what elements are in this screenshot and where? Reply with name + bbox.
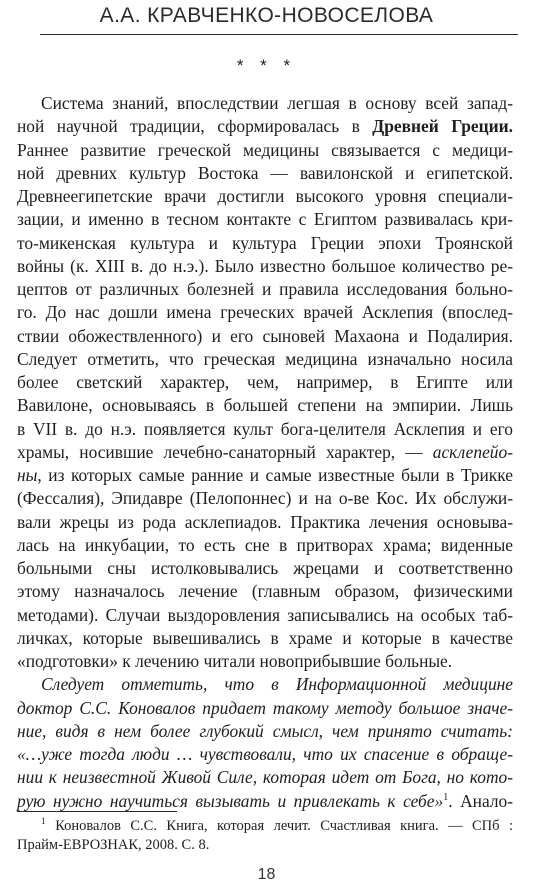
quote-line: Следует отметить, что в Информационной медицине: [41, 674, 513, 695]
quote-line: «…уже тогда люди … чувствовали, что их спасение в обраще-: [17, 744, 513, 764]
section-separator: * * *: [236, 56, 297, 75]
text-line: ствии обожествленного) и его сыновей Махаона и Подалирия.: [17, 325, 513, 346]
text-line: ны, из которых самые ранние и самые известные были в Трикке: [17, 465, 513, 485]
body-text: [17, 92, 513, 813]
quote-line: нии к неизвестной Живой Силе, которая идет от Бога, но кото-: [17, 767, 513, 788]
text-line: методами). Случаи выздоровления записывались на особых таб-: [17, 604, 513, 625]
text-line: лась на инкубации, то есть сне в притворах храма; виденные: [17, 534, 513, 555]
text-line: (Фессалия), Эпидавре (Пелопоннес) и на о-ве Кос. Их обслужи-: [17, 488, 513, 509]
text-line: личках, которые вывешивались в храме и которые в качестве: [17, 627, 513, 648]
text-line: Следует отметить, что греческая медицина изначально носила: [17, 348, 513, 369]
quote-line: рую нужно научиться вызывать и привлекать к себе»$^1$. Анало-: [17, 790, 513, 811]
text-line: более светский характер, чем, например, в Египте или: [17, 372, 513, 392]
footnote-rule: [17, 811, 177, 812]
text-line: цептов от различных болезней и правила исследования больно-: [17, 279, 513, 299]
page-number: 18: [257, 866, 276, 883]
italic-term: ны: [17, 465, 38, 485]
footnote-line: $^1$ Коновалов С.С. Книга, которая лечит. Счастливая книга. — СПб :: [41, 817, 513, 834]
text-line: вали жрецы из рода асклепиадов. Практика лечения основыва-: [17, 511, 513, 532]
text-line: зации, и именно в тесном контакте с Египтом развивалась кри-: [17, 209, 513, 230]
quote-line: доктор С.С. Коновалов придает такому методу большое значе-: [17, 697, 513, 718]
text-line: «подготовки» к лечению читали новоприбывшие больные.: [17, 651, 453, 671]
text-line: в VII в. до н.э. появляется культ бога-целителя Асклепия и его: [17, 418, 513, 439]
text-line: больными сны истолковывались жрецами и соответственно: [17, 558, 513, 578]
text-line: Система знаний, впоследствии легшая в основу всей запад-: [41, 93, 513, 113]
footnote-line: Прайм-ЕВРОЗНАК, 2008. С. 8.: [17, 837, 210, 853]
footnote: [17, 817, 513, 855]
text-line: то-микенская культура и культура Греции эпохи Троянской: [17, 232, 513, 253]
footnote-number: 1: [41, 817, 46, 828]
running-header: А.А. КРАВЧЕНКО-НОВОСЕЛОВА: [99, 4, 434, 27]
text-line: Вавилоне, основываясь в большей степени на эмпирии. Лишь: [17, 395, 513, 416]
text-line: этому назначалось лечение (главным образом, физическими: [17, 581, 513, 602]
quote-line: ние, видя в нем более глубокий смысл, чем принято считать:: [17, 720, 513, 741]
text-line: го. До нас дошли имена греческих врачей Асклепия (впослед-: [17, 302, 513, 323]
footnote-reference[interactable]: 1: [443, 791, 449, 803]
header-rule: [40, 34, 518, 35]
text-line: Раннее развитие греческой медицины связывается с медици-: [17, 139, 513, 160]
italic-term: асклепейо-: [432, 441, 513, 462]
text-line: Древнеегипетские врачи достигли высокого уровня специали-: [17, 186, 513, 206]
bold-phrase: Древней Греции.: [372, 116, 513, 137]
text-line: храмы, носившие лечебно-санаторный характер, — асклепейо-: [17, 441, 513, 462]
text-line: ной древних культур Востока — вавилонской и египетской.: [17, 162, 513, 183]
text-line: ной научной традиции, сформировалась в Древней Греции.: [17, 116, 513, 137]
text-line: войны (к. XIII в. до н.э.). Было известно большое количество ре-: [17, 255, 513, 276]
